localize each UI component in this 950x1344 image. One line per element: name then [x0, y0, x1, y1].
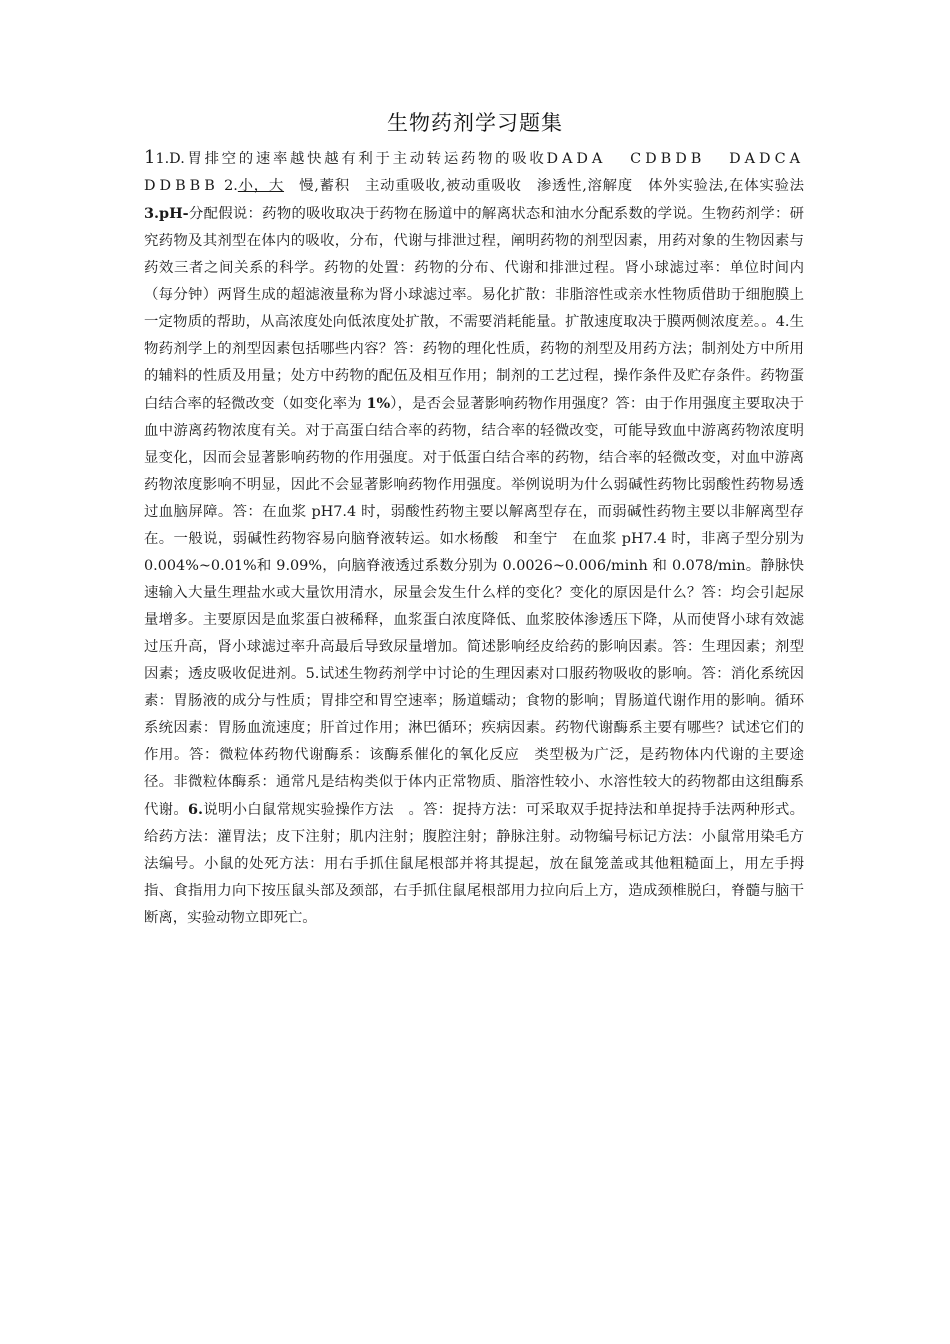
- segment-bold: 3.pH-: [144, 205, 189, 222]
- document-title: 生物药剂学习题集: [387, 111, 563, 135]
- segment-text: 分配假说：药物的吸收取决于药物在肠道中的解离状态和油水分配系数的学说。生物药剂学：研究药物及其剂型在体内的吸收，分布，代谢与排泄过程，阐明药物的剂型因素，用药对象的生物因素与药效三者之间关系的科学。药物的处置：药物的分布、代谢和排泄过程。肾小球滤过率：单位时间内（每分钟）两肾生成的超滤液量称为肾小球滤过率。易化扩散：非脂溶性或亲水性物质借助于细胞膜上一定物质的帮助，从高浓度处向低浓度处扩散，不需要消耗能量。扩散速度取决于膜两侧浓度差。。4.生物药剂学上的剂型因素包括哪些内容？答：药物的理化性质，药物的剂型及用药方法；制剂处方中所用的辅料的性质及用量；处方中药物的配伍及相互作用；制剂的工艺过程，操作条件及贮存条件。药物蛋白结合率的轻微改变（如变化率为: [144, 206, 804, 412]
- segment-text: 慢,蓄积 主动重吸收,被动重吸收 渗透性,溶解度 体外实验法,在体实验法: [284, 178, 804, 194]
- segment-answer-letters: DADA CDBDB DADCA DDBBB: [144, 151, 823, 194]
- document-body: [144, 144, 823, 932]
- segment-bold: 6.: [187, 801, 204, 818]
- segment-text: 2.: [218, 178, 238, 194]
- segment-bold: 1%: [366, 395, 391, 412]
- segment-lead-number: 1: [144, 147, 156, 168]
- segment-text: ），是否会显著影响药物作用强度？答：由于作用强度主要取决于血中游离药物浓度有关。对于高蛋白结合率的药物，结合率的轻微改变，可能导致血中游离药物浓度明显变化，因而会显著影响药物的作用强度。对于低蛋白结合率的药物，结合率的轻微改变，对血中游离药物浓度影响不明显，因此不会显著影响药物作用强度。举例说明为什么弱碱性药物比弱酸性药物易透过血脑屏障。答：在血浆 pH7.4 时，弱酸性药物主要以解离型存在，而弱碱性药物主要以非解离型存在。一般说，弱碱性药物容易向脑脊液转运。如水杨酸 和奎宁 在血浆 pH7.4 时，非离子型分别为 0.004%~0.01%和 9.09%，向脑脊液透过系数分别为 0.0026~0.006/minh 和 0.078/min。静脉快速输入大量生理盐水或大量饮用清水，尿量会发生什么样的变化？变化的原因是什么？答：均会引起尿量增多。主要原因是血浆蛋白被稀释，血浆蛋白浓度降低、血浆胶体渗透压下降，从而使肾小球有效滤过压升高，肾小球滤过率升高最后导致尿量增加。简述影响经皮给药的影响因素。答：生理因素；剂型因素；透皮吸收促进剂。5.试述生物药剂学中讨论的生理因素对口服药物吸收的影响。答：消化系统因素：胃肠液的成分与性质；胃排空和胃空速率；肠道蠕动；食物的影响；胃肠道代谢作用的影响。循环系统因素：胃肠血流速度；肝首过作用；淋巴循环；疾病因素。药物代谢酶系主要有哪些？试述它们的作用。答：微粒体药物代谢酶系：该酶系催化的氧化反应 类型极为广泛，是药物体内代谢的主要途径。非微粒体酶系：通常凡是结构类似于体内正常物质、脂溶性较小、水溶性较大的药物都由这组酶系代谢。: [144, 396, 804, 818]
- segment-text: 说明小白鼠常规实验操作方法 。答：捉持方法：可采取双手捉持法和单捉持手法两种形式。给药方法：灌胃法；皮下注射；肌内注射；腹腔注射；静脉注射。动物编号标记方法：小鼠常用染毛方法编号。小鼠的处死方法：用右手抓住鼠尾根部并将其提起，放在鼠笼盖或其他粗糙面上，用左手拇指、食指用力向下按压鼠头部及颈部，右手抓住鼠尾根部用力拉向后上方，造成颈椎脱臼，脊髓与脑干断离，实验动物立即死亡。: [144, 802, 804, 926]
- segment-text: 1.D.胃排空的速率越快越有利于主动转运药物的吸收: [155, 151, 547, 167]
- segment-underlined: 小，大: [237, 178, 285, 194]
